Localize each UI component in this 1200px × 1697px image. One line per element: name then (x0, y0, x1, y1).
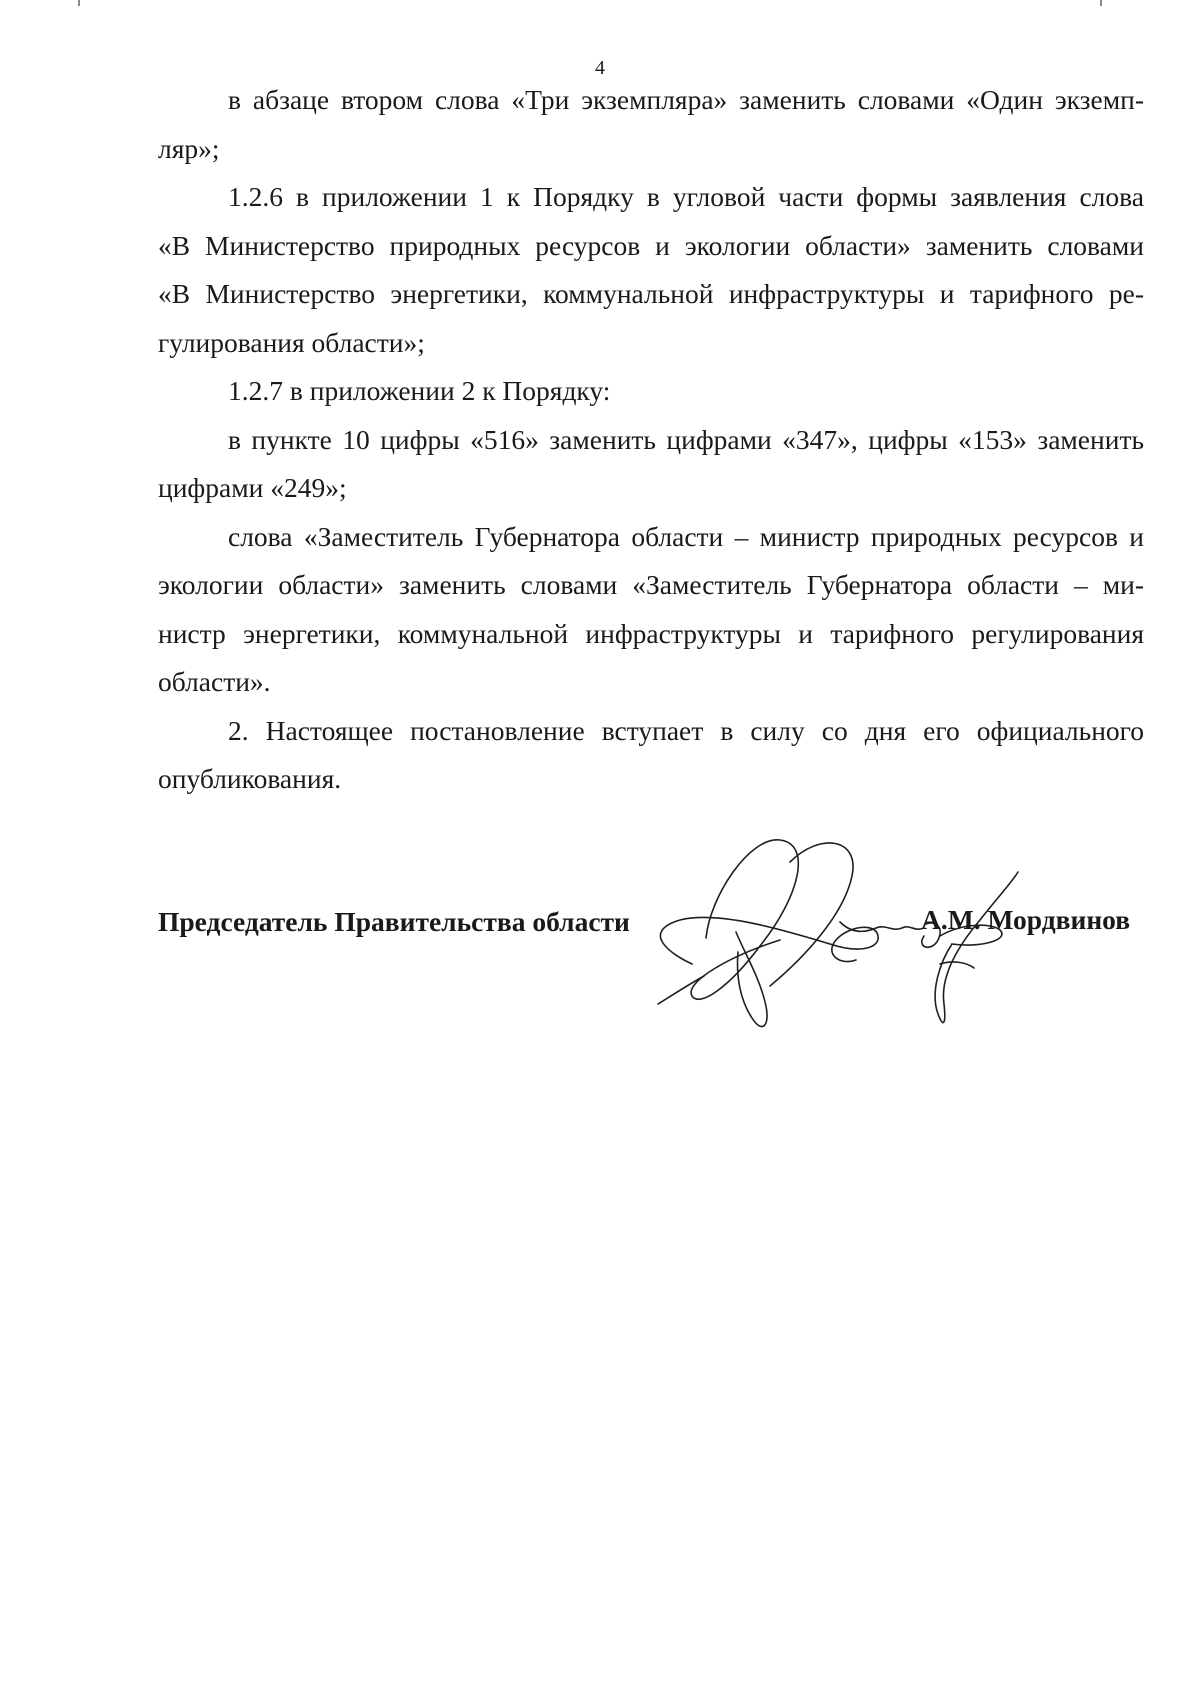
paragraph-4-line-2: цифрами «249»; (158, 472, 347, 503)
paragraph-2-line-4: гулирования области»; (158, 326, 425, 358)
paragraph-5-line-1: слова «Заместитель Губернатора области – министр природных ресурсов и (228, 520, 1144, 552)
paragraph-2-line-3: «В Министерство энергетики, коммунальной инфраструктуры и тарифного ре- (158, 278, 1144, 309)
paragraph-2-line-2: «В Министерство природных ресурсов и экологии области» заменить словами (158, 229, 1144, 261)
scan-edge-mark-right (1100, 0, 1102, 6)
paragraph-6-line-1: 2. Настоящее постановление вступает в силу со дня его официального (228, 714, 1144, 746)
paragraph-3-line-1: 1.2.7 в приложении 2 к Порядку: (228, 375, 611, 406)
signatory-title: Председатель Правительства области (158, 906, 630, 937)
document-body (158, 76, 1144, 804)
signatory-name: А.М. Мордвинов (921, 904, 1131, 935)
paragraph-1-line-2: ляр»; (158, 132, 220, 164)
paragraph-5-line-3: нистр энергетики, коммунальной инфраструктуры и тарифного регулирования (158, 617, 1144, 649)
paragraph-1-line-1: в абзаце втором слова «Три экземпляра» заменить словами «Один экземп- (228, 84, 1144, 115)
scan-edge-mark-left (78, 0, 80, 6)
paragraph-5-line-4: области». (158, 666, 271, 697)
paragraph-4-line-1: в пункте 10 цифры «516» заменить цифрами «347», цифры «153» заменить (228, 423, 1144, 455)
page-number: 4 (595, 57, 605, 79)
paragraph-6-line-2: опубликования. (158, 763, 342, 794)
paragraph-5-line-2: экологии области» заменить словами «Заместитель Губернатора области – ми- (158, 569, 1144, 600)
paragraph-2-line-1: 1.2.6 в приложении 1 к Порядку в угловой части формы заявления слова (228, 181, 1144, 212)
